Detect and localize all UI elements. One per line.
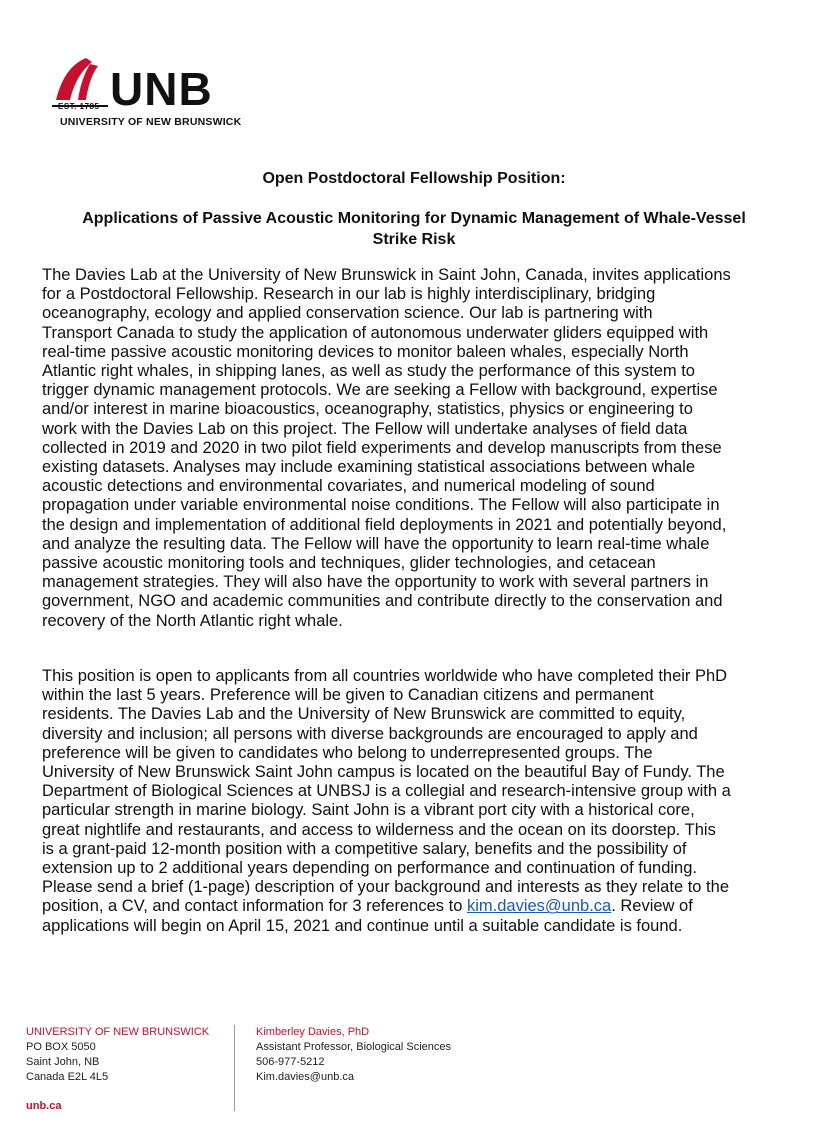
footer-address-line: PO BOX 5050 [26, 1041, 96, 1053]
text-line: management strategies. They will also have the opportunity to work with several partners in [42, 573, 709, 592]
position-title-line: Strike Risk [372, 231, 456, 248]
position-title-line: Applications of Passive Acoustic Monitoring for Dynamic Management of Whale-Vessel [82, 210, 746, 227]
footer-contact-phone: 506-977-5212 [256, 1056, 325, 1068]
description-paragraph [42, 266, 790, 631]
text-line: collected in 2019 and 2020 in two pilot field experiments and develop manuscripts from these [42, 438, 722, 457]
footer-address [26, 1025, 209, 1085]
logo-wordmark: UNB [110, 63, 213, 115]
footer-contact-name: Kimberley Davies, PhD [256, 1026, 370, 1038]
footer-contact [256, 1025, 451, 1085]
footer-divider [234, 1025, 235, 1111]
text-line: particular strength in marine biology. Saint John is a vibrant port city with a historical core, [42, 801, 695, 820]
text-line: University of New Brunswick Saint John campus is located on the beautiful Bay of Fundy. The [42, 763, 725, 782]
text-line: Department of Biological Sciences at UNBSJ is a collegial and research-intensive group with a [42, 782, 731, 801]
footer-website-link[interactable]: unb.ca [26, 1100, 62, 1112]
footer-address-line: Canada E2L 4L5 [26, 1071, 109, 1083]
position-title [40, 208, 788, 250]
text-line [42, 897, 790, 916]
text-line: extension up to 2 additional years depending on performance and continuation of funding. [42, 859, 697, 878]
text-line: Please send a brief (1-page) description of your background and interests as they relate to the [42, 878, 729, 897]
text-line: Transport Canada to study the application of autonomous underwater gliders equipped with [42, 323, 709, 342]
text-line: great nightlife and restaurants, and access to wilderness and the ocean on its doorstep. This [42, 820, 716, 839]
text-segment: position, a CV, and contact information for 3 references to [42, 897, 467, 916]
footer-address-line: Saint John, NB [26, 1056, 100, 1068]
email-link[interactable]: kim.davies@unb.ca [466, 897, 612, 916]
footer-contact-email[interactable]: Kim.davies@unb.ca [256, 1071, 354, 1083]
text-line: passive acoustic monitoring tools and techniques, glider technologies, and cetacean [42, 554, 656, 573]
text-line: recovery of the North Atlantic right whale. [42, 611, 343, 630]
unb-logo [50, 56, 242, 132]
text-line: propagation under variable environmental noise conditions. The Fellow will also participate in [42, 496, 720, 515]
text-line: existing datasets. Analyses may include examining statistical associations between whale [42, 458, 696, 477]
text-line: acoustic detections and environmental covariates, and numerical modeling of sound [42, 477, 655, 496]
text-line: oceanography, ecology and applied conservation science. Our lab is partnering with [42, 304, 653, 323]
text-line: applications will begin on April 15, 2021 and continue until a suitable candidate is found. [42, 916, 683, 935]
text-line: within the last 5 years. Preference will be given to Canadian citizens and permanent [42, 686, 654, 705]
text-line: the design and implementation of additional field deployments in 2021 and potentially beyond, [42, 515, 727, 534]
text-line: for a Postdoctoral Fellowship. Research in our lab is highly interdisciplinary, bridging [42, 285, 656, 304]
text-line: residents. The Davies Lab and the University of New Brunswick are committed to equity, [42, 705, 686, 724]
text-line: This position is open to applicants from all countries worldwide who have completed their PhD [42, 667, 728, 685]
text-line: diversity and inclusion; all persons with diverse backgrounds are encouraged to apply and [42, 724, 698, 743]
text-line: work with the Davies Lab on this project. The Fellow will undertake analyses of field data [42, 419, 688, 438]
logo-subtitle: UNIVERSITY OF NEW BRUNSWICK [60, 116, 242, 128]
logo-est: EST. 1785 [58, 102, 100, 111]
text-segment: . Review of [611, 897, 693, 916]
text-line: Atlantic right whales, in shipping lanes, as well as study the performance of this system to [42, 362, 695, 381]
text-line: The Davies Lab at the University of New Brunswick in Saint John, Canada, invites applications [42, 266, 731, 284]
text-line: preference will be given to candidates who belong to underrepresented groups. The [42, 743, 653, 762]
text-line: real-time passive acoustic monitoring devices to monitor baleen whales, especially North [42, 342, 689, 361]
footer-university-name: UNIVERSITY OF NEW BRUNSWICK [26, 1026, 210, 1038]
footer-contact-title: Assistant Professor, Biological Sciences [256, 1041, 452, 1053]
page-title: Open Postdoctoral Fellowship Position: [262, 170, 566, 187]
text-line: trigger dynamic management protocols. We are seeking a Fellow with background, expertise [42, 381, 718, 400]
eligibility-paragraph [42, 667, 790, 936]
text-line: and analyze the resulting data. The Fellow will have the opportunity to learn real-time whale [42, 534, 710, 553]
text-line: is a grant-paid 12-month position with a competitive salary, benefits and the possibility of [42, 839, 687, 858]
text-line: government, NGO and academic communities and contribute directly to the conservation and [42, 592, 723, 611]
text-line: and/or interest in marine bioacoustics, oceanography, statistics, physics or engineering to [42, 400, 693, 419]
